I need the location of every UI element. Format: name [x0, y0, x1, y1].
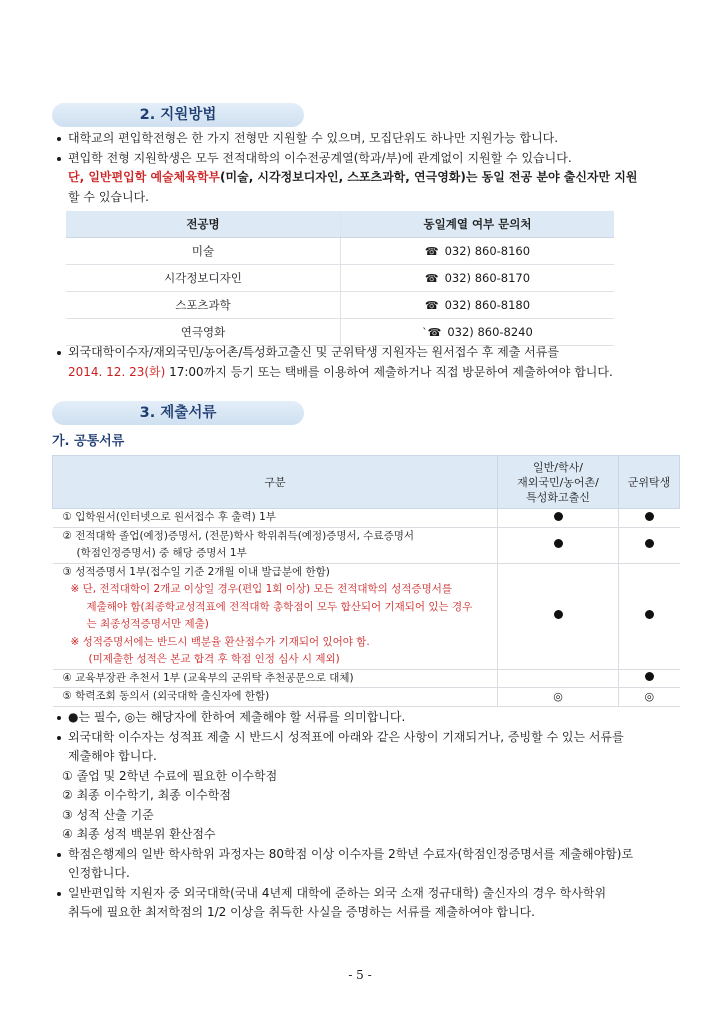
general-conditional-mark: ◎	[498, 688, 619, 707]
header-category: 구분	[53, 456, 498, 509]
note-line: 인정합니다.	[68, 866, 130, 880]
header-major: 전공명	[66, 211, 341, 238]
major-contact-table	[66, 211, 614, 346]
table-row	[66, 238, 614, 265]
phone-icon: `☎	[422, 326, 442, 339]
table-row	[53, 688, 680, 707]
doc-graduation-certificate	[53, 527, 498, 563]
contact-phone	[341, 238, 615, 265]
doc-recommendation: ④ 교육부장관 추천서 1부 (교육부의 군위탁 추천공문으로 대체)	[53, 669, 498, 688]
phone-icon: ☎	[424, 299, 439, 312]
section-title-apply-method: 2. 지원방법	[52, 103, 304, 127]
art-school-majors: (미술, 시각정보디자인, 스포츠과학, 연극영화)는 동일 전공 분야 출신자만 지원	[220, 170, 638, 184]
table-row	[66, 292, 614, 319]
documents-table	[52, 455, 680, 707]
note-line: 제출해야 합니다.	[68, 749, 157, 763]
bullet-transfer-major	[54, 149, 674, 208]
header-general	[498, 456, 619, 509]
general-required-mark	[498, 563, 619, 669]
doc-line: (학점인정증명서) 중 해당 증명서 1부	[76, 547, 247, 559]
note-foreign-transcript	[54, 728, 674, 767]
subtitle-common-documents: 가. 공통서류	[52, 434, 125, 449]
documents-notes	[54, 708, 674, 923]
contact-phone	[341, 265, 615, 292]
art-school-notice: 단, 일반편입학 예술체육학부	[68, 170, 221, 184]
doc-transcript	[53, 563, 498, 669]
note-legend: ●는 필수, ◎는 해당자에 한하여 제출해야 할 서류를 의미합니다.	[54, 708, 674, 728]
bullet-submission-deadline	[54, 343, 674, 382]
general-mark-empty	[498, 669, 619, 688]
military-required-mark	[619, 563, 680, 669]
note-line: 취득에 필요한 최저학점의 1/2 이상을 취득한 사실을 증명하는 서류를 제출하여야 합니다.	[68, 905, 535, 919]
list-item: ② 최종 이수학기, 최종 이수학점	[62, 788, 231, 802]
note-line: 외국대학 이수자는 성적표 제출 시 반드시 성적표에 아래와 같은 사항이 기재되거나, 증빙할 수 있는 서류를	[68, 729, 624, 744]
note-line: 학점은행제의 일반 학사학위 과정자는 80학점 이상 이수자를 2학년 수료자(학점인정증명서를 제출해야함)로	[68, 846, 634, 861]
table-row	[53, 527, 680, 563]
contact-phone	[341, 292, 615, 319]
deadline-line1: 외국대학이수자/재외국민/농어촌/특성화고출신 및 군위탁생 지원자는 원서접수 후 제출 서류를	[68, 345, 559, 359]
bullet-one-track: 대학교의 편입학전형은 한 가지 전형만 지원할 수 있으며, 모집단위도 하나만 지원가능 합니다.	[54, 129, 674, 149]
section-title-documents: 3. 제출서류	[52, 401, 304, 425]
list-item: ④ 최종 성적 백분위 환산점수	[62, 827, 216, 841]
header-general-line3: 특성화고출신	[526, 490, 590, 504]
major-name: 시각정보디자인	[66, 265, 341, 292]
apply-method-bullets	[54, 129, 674, 207]
note-foreign-graduate	[54, 884, 674, 923]
doc-education-consent: ⑤ 학력조회 동의서 (외국대학 출신자에 한함)	[53, 688, 498, 707]
military-required-mark	[619, 669, 680, 688]
table-row	[66, 265, 614, 292]
phone-number: 032) 860-8170	[444, 271, 531, 285]
page-number: - 5 -	[348, 968, 372, 982]
phone-number: 032) 860-8180	[444, 298, 531, 312]
table-row	[53, 563, 680, 669]
deadline-date: 2014. 12. 23(화)	[68, 364, 166, 379]
list-item: ③ 성적 산출 기준	[62, 807, 154, 822]
table-row	[66, 319, 614, 346]
bullet-transfer-major-line3: 할 수 있습니다.	[68, 189, 149, 204]
list-item: ① 졸업 및 2학년 수료에 필요한 이수학점	[62, 768, 278, 783]
phone-number: 032) 860-8160	[444, 244, 531, 258]
header-general-line1: 일반/학사/	[533, 460, 583, 474]
header-general-line2: 재외국민/농어촌/	[517, 475, 599, 489]
doc-application-form: ① 입학원서(인터넷으로 원서접수 후 출력) 1부	[53, 509, 498, 528]
general-required-mark	[498, 527, 619, 563]
doc-note-line: ※ 단, 전적대학이 2개교 이상일 경우(편입 1회 이상) 모든 전적대학의 성적증명서를	[70, 583, 452, 595]
doc-note-line: ※ 성적증명서에는 반드시 백분율 환산점수가 기재되어 있어야 함.	[70, 635, 370, 648]
military-required-mark	[619, 527, 680, 563]
military-conditional-mark: ◎	[619, 688, 680, 707]
phone-icon: ☎	[424, 272, 439, 285]
doc-line: ③ 성적증명서 1부(접수일 기준 2개월 이내 발급분에 한함)	[62, 565, 330, 578]
table-row	[53, 509, 680, 528]
general-required-mark	[498, 509, 619, 528]
contact-phone	[341, 319, 615, 346]
major-name: 미술	[66, 238, 341, 265]
doc-note-line: (미제출한 성적은 본교 합격 후 학점 인정 심사 시 제외)	[88, 653, 340, 665]
phone-number: 032) 860-8240	[447, 325, 533, 339]
table-row	[53, 669, 680, 688]
doc-note-line: 제출해야 함(최종학교성적표에 전적대학 총학점이 모두 합산되어 기재되어 있는 경우	[86, 600, 473, 613]
military-required-mark	[619, 509, 680, 528]
header-contact: 동일계열 여부 문의처	[341, 211, 615, 238]
major-name: 스포츠과학	[66, 292, 341, 319]
header-military: 군위탁생	[619, 456, 680, 509]
doc-line: ② 전적대학 졸업(예정)증명서, (전문)학사 학위취득(예정)증명서, 수료증명서	[62, 529, 415, 542]
note-line: 일반편입학 지원자 중 외국대학(국내 4년제 대학에 준하는 외국 소재 정규대학) 출신자의 경우 학사학위	[68, 885, 607, 900]
note-credit-bank	[54, 845, 674, 884]
deadline-rest: 17:00까지 등기 또는 택배를 이용하여 제출하거나 직접 방문하여 제출하여야 합니다.	[165, 364, 613, 379]
bullet-transfer-major-line1: 편입학 전형 지원학생은 모두 전적대학의 이수전공계열(학과/부)에 관계없이 지원할 수 있습니다.	[68, 150, 572, 165]
phone-icon: ☎	[424, 245, 439, 258]
doc-note-line: 는 최종성적증명서만 제출)	[86, 618, 209, 630]
major-name: 연극영화	[66, 319, 341, 346]
submission-deadline-bullet	[54, 343, 674, 382]
